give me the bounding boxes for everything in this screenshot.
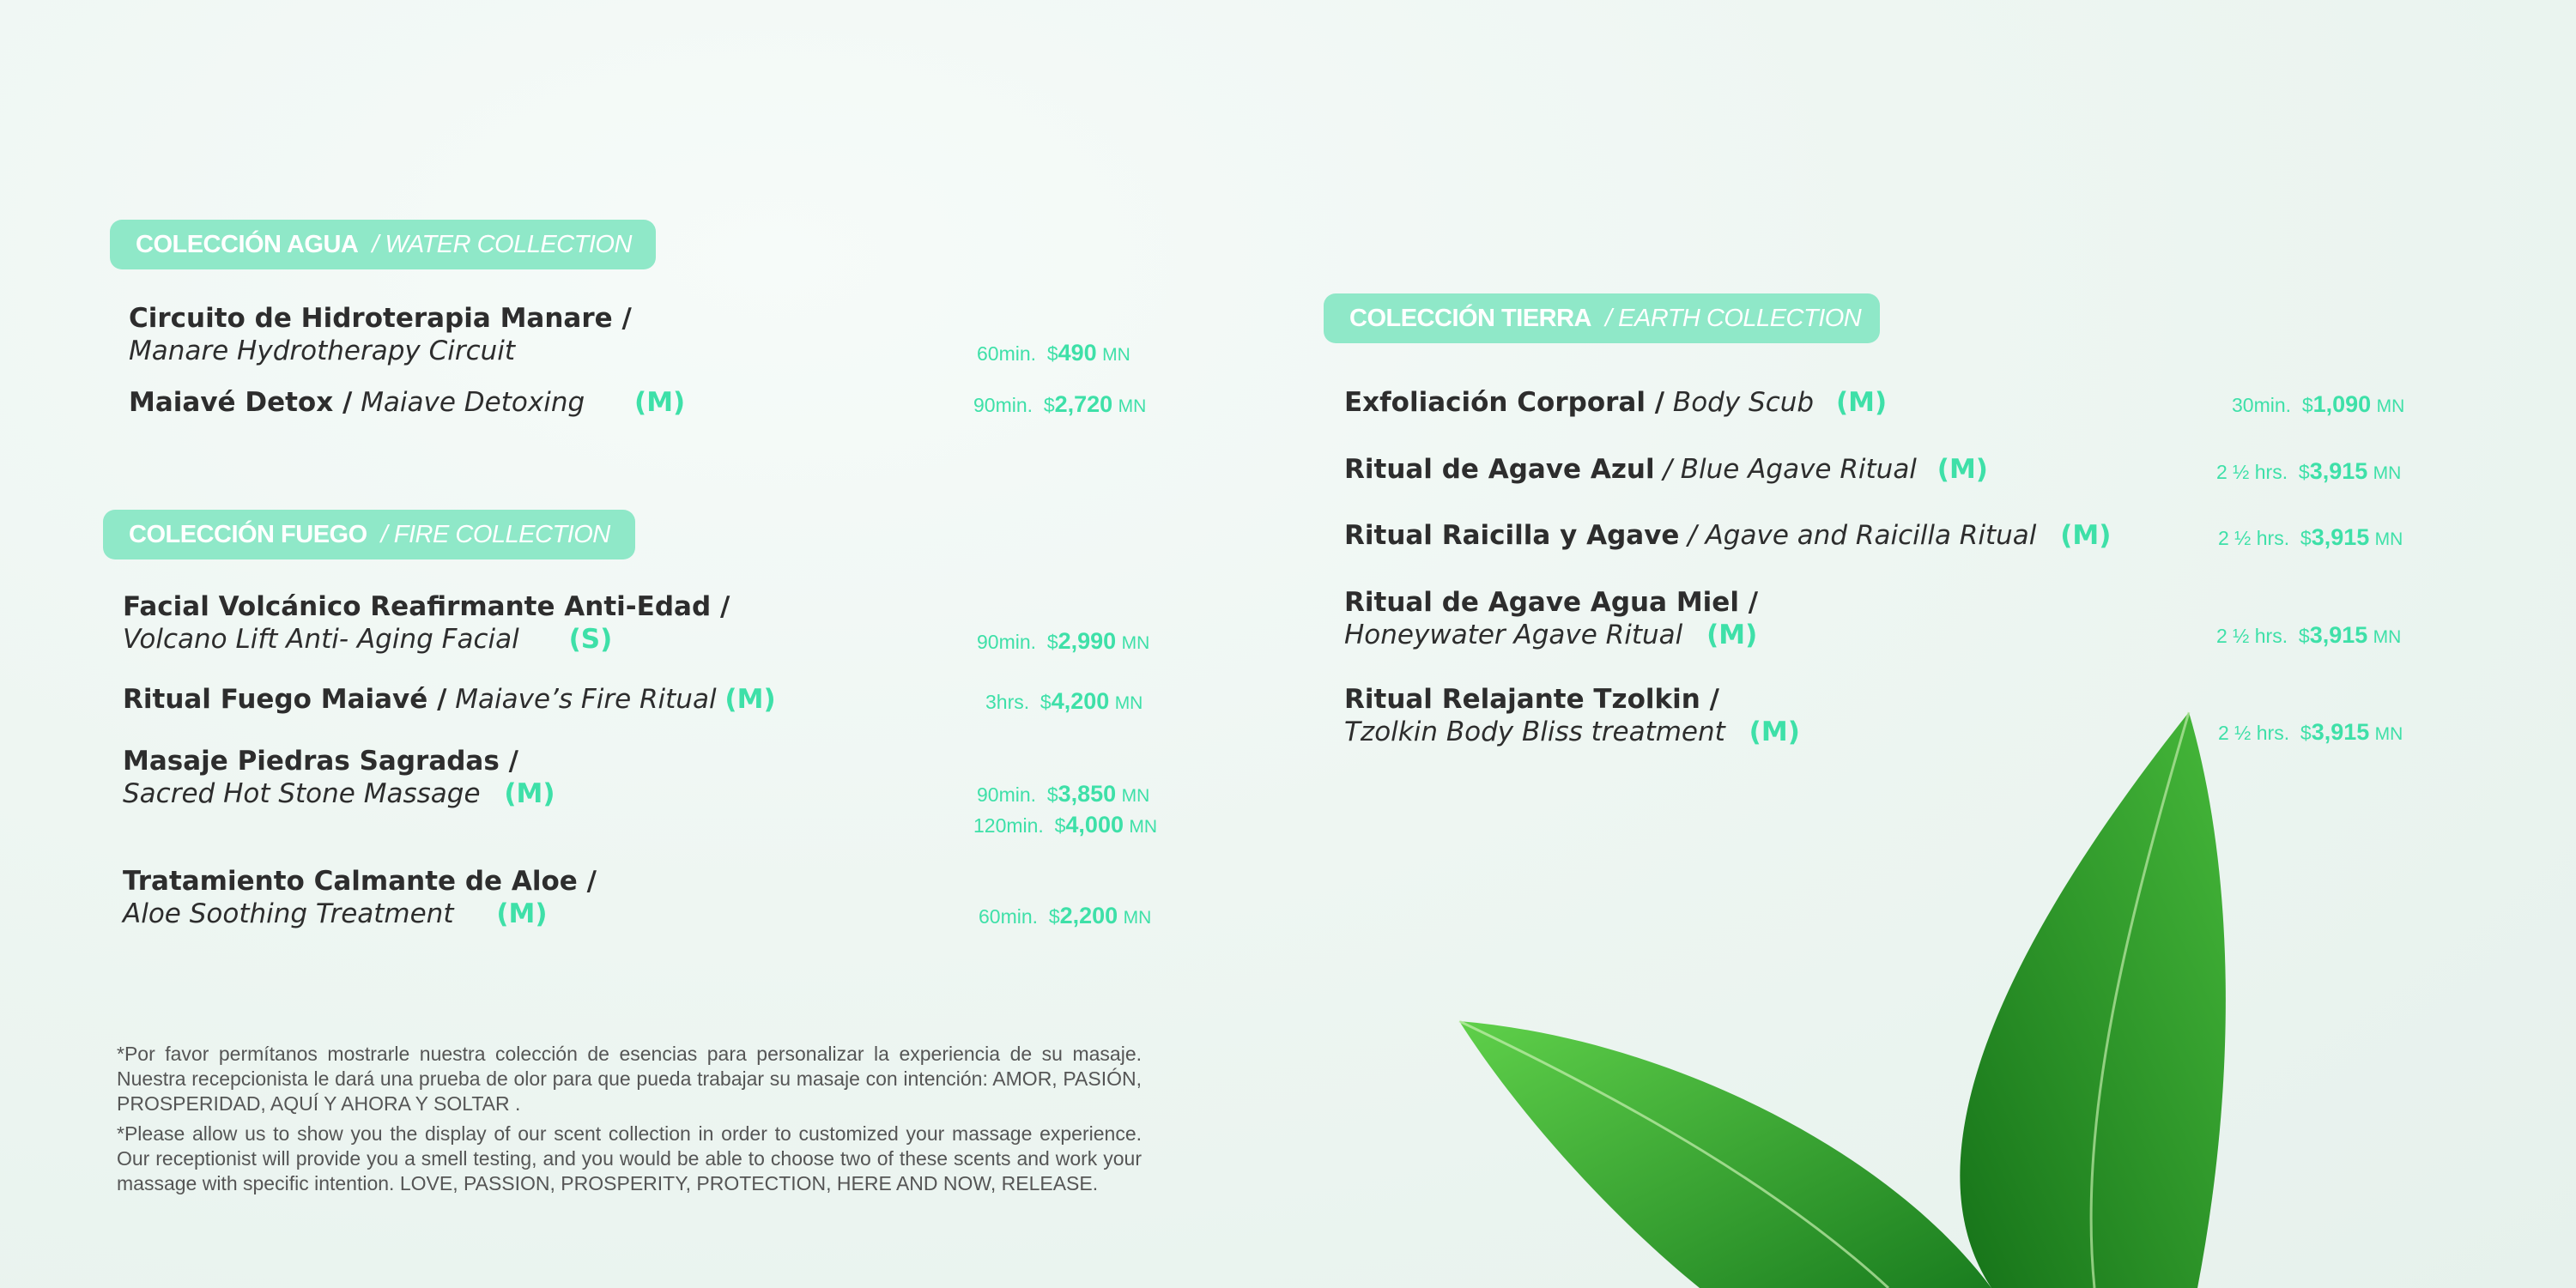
service-price: 60min. $2,200 MN [979, 903, 1152, 928]
service-price: 120min. $4,000 MN [973, 812, 1158, 838]
fire-collection-badge: COLECCIÓN FUEGO / FIRE COLLECTION [103, 510, 635, 559]
earth-collection-badge: COLECCIÓN TIERRA / EARTH COLLECTION [1324, 293, 1880, 343]
water-collection-badge [110, 220, 656, 269]
scent-notes [117, 1042, 1142, 1196]
service-item: Ritual de Agave Azul / Blue Agave Ritual (M) [1344, 454, 1988, 485]
service-item: Tratamiento Calmante de Aloe / Aloe Soothing Treatment (M) [123, 866, 597, 929]
service-price: 3hrs. $4,200 MN [985, 688, 1143, 714]
service-price: 90min. $2,990 MN [977, 628, 1150, 654]
water-collection-title: COLECCIÓN AGUA [136, 230, 359, 258]
service-item: Exfoliación Corporal / Body Scub (M) [1344, 387, 1888, 418]
leaf-illustration [1442, 704, 2300, 1288]
service-item: Maiavé Detox / Maiave Detoxing (M) [129, 387, 686, 418]
service-item: Ritual de Agave Agua Miel / Honeywater Agave Ritual (M) [1344, 587, 1759, 650]
service-item: Circuito de Hidroterapia Manare / Manare Hydrotherapy Circuit [129, 303, 632, 366]
service-price: 2 ½ hrs. $3,915 MN [2218, 524, 2403, 550]
service-price: 2 ½ hrs. $3,915 MN [2216, 458, 2402, 484]
service-item: Facial Volcánico Reafirmante Anti-Edad / Volcano Lift Anti- Aging Facial (S) [123, 591, 730, 655]
service-price: 30min. $1,090 MN [2232, 391, 2405, 417]
service-price: 90min. $2,720 MN [973, 391, 1147, 417]
service-price: 2 ½ hrs. $3,915 MN [2218, 719, 2403, 745]
service-price: 2 ½ hrs. $3,915 MN [2216, 622, 2402, 648]
service-price: 90min. $3,850 MN [977, 781, 1150, 807]
service-price: 60min. $490 MN [977, 340, 1130, 366]
service-item: Ritual Raicilla y Agave / Agave and Raicilla Ritual (M) [1344, 520, 2112, 551]
water-collection-subtitle: / WATER COLLECTION [372, 230, 632, 258]
note-es: *Por favor permítanos mostrarle nuestra colección de esencias para personalizar la experiencia de su masaje. Nuestra recepcionista le dará una prueba de olor para que pueda trabajar su masaje con intención: AMOR, PASIÓN, PROSPERIDAD, AQUÍ Y AHORA Y SOLTAR . [117, 1043, 1142, 1115]
note-en: *Please allow us to show you the display of our scent collection in order to customized your massage experience. Our receptionist will provide you a smell testing, and you would be able to choose two of these scents and work your massage with specific intention. LOVE, PASSION, PROSPERITY, PROTECTION, HERE AND NOW, RELEASE. [117, 1122, 1142, 1194]
service-item: Ritual Fuego Maiavé / Maiave’s Fire Ritual (M) [123, 684, 776, 715]
service-item: Ritual Relajante Tzolkin / Tzolkin Body Bliss treatment (M) [1344, 684, 1800, 747]
service-item: Masaje Piedras Sagradas / Sacred Hot Stone Massage (M) [123, 746, 555, 809]
